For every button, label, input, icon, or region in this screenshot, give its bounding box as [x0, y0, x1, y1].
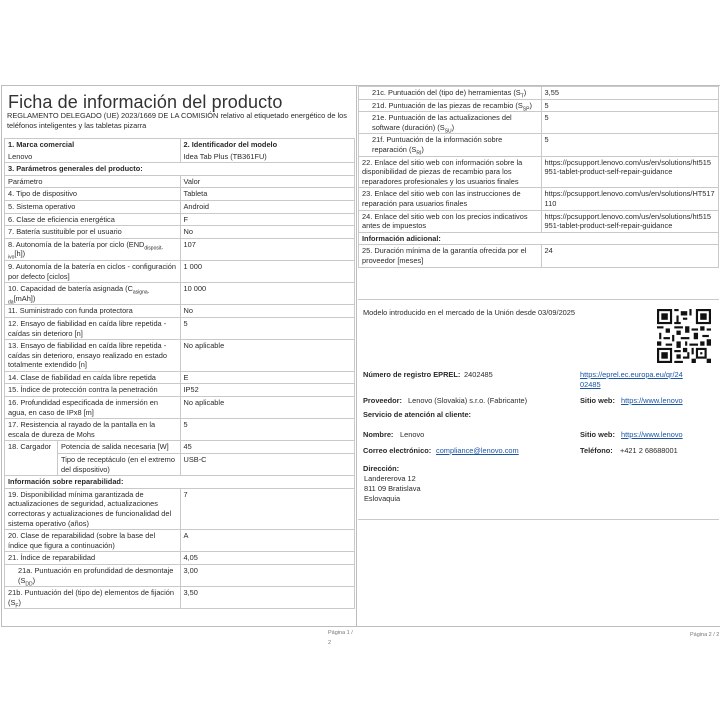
eprel-value: 2402485 [464, 370, 493, 379]
table-row [5, 139, 355, 151]
row-21b-label: 21b. Puntuación del (tipo de) elementos de fijación $(S_F)$ [5, 587, 181, 609]
row-21e-value: 5 [541, 112, 718, 134]
brand-label: 1. Marca comercial [5, 139, 181, 151]
row-15-value: IP52 [180, 384, 355, 397]
row-4-label: 4. Tipo de dispositivo [5, 188, 181, 201]
row-8-value: 107 [180, 238, 355, 260]
row-16-value: No aplicable [180, 397, 355, 419]
section-additional: Información adicional: [359, 232, 719, 245]
row-20-label: 20. Clase de reparabilidad (sobre la base del índice que figura a continuación) [5, 530, 181, 552]
row-12-label: 12. Ensayo de fiabilidad en caída libre repetida - caídas sin deterioro [n] [5, 317, 181, 339]
charger-label: 18. Cargador [5, 441, 58, 475]
row-21f-label: 21f. Puntuación de la información sobre reparación $(S_{RI})$ [359, 134, 542, 156]
brand-value: Lenovo [5, 151, 181, 163]
row-13-label: 13. Ensayo de fiabilidad en caída libre repetida - caídas sin deterioro, ensayo realizado en estado totalmente extendido [n] [5, 340, 181, 372]
row-13-value: No aplicable [180, 340, 355, 372]
section-general: 3. Parámetros generales del producto: [5, 163, 355, 176]
model-value: Idea Tab Plus (TB361FU) [180, 151, 355, 163]
name-value: Lenovo [400, 430, 425, 439]
market-date: Modelo introducido en el mercado de la Unión desde 03/09/2025 [363, 308, 576, 317]
page-title: Ficha de información del producto [8, 92, 283, 112]
eprel-label: Número de registro EPREL: [363, 370, 461, 379]
row-10-label: 10. Capacidad de batería asignada $(C_{asigna-da}[mAh])$ [5, 283, 181, 305]
row-16-label: 16. Profundidad especificada de inmersión en agua, en caso de IPx8 [m] [5, 397, 181, 419]
row-17-label: 17. Resistencia al rayado de la pantalla en la escala de dureza de Mohs [5, 419, 181, 441]
section-repairability: Información sobre reparabilidad: [5, 476, 355, 489]
row-24-label: 24. Enlace del sitio web con los precios indicativos antes de impuestos [359, 210, 542, 232]
row-21b-value: 3,50 [180, 587, 355, 609]
row-4-value: Tableta [180, 188, 355, 201]
website-link[interactable]: https://www.lenovo [621, 396, 683, 405]
param-header: Parámetro [5, 175, 181, 188]
row-15-label: 15. Índice de protección contra la penetración [5, 384, 181, 397]
row-18-values [180, 441, 355, 476]
row-25-label: 25. Duración mínima de la garantía ofrecida por el proveedor [meses] [359, 245, 542, 267]
row-5-label: 5. Sistema operativo [5, 200, 181, 213]
row-14-label: 14. Clase de fiabilidad en caída libre repetida [5, 371, 181, 384]
row-11-label: 11. Suministrado con funda protectora [5, 305, 181, 318]
row-21e-label: 21e. Puntuación de las actualizaciones del software (duración) $(S_{SU})$ [359, 112, 542, 134]
row-21a-value: 3,00 [180, 564, 355, 586]
row-21-label: 21. Índice de reparabilidad [5, 552, 181, 565]
row-8-label: 8. Autonomía de la batería por ciclo $(END_{disposit-ivo}[h])$ [5, 238, 181, 260]
regulation-intro: REGLAMENTO DELEGADO (UE) 2023/1669 DE LA COMISIÓN relativo al etiquetado energético de los teléfonos inteligentes y las tabletas pizarra [7, 111, 347, 130]
row-10-value: 10 000 [180, 283, 355, 305]
phone-label: Teléfono: [580, 446, 613, 455]
row-6-label: 6. Clase de eficiencia energética [5, 213, 181, 226]
customer-service-label: Servicio de atención al cliente: [363, 410, 472, 419]
row-12-value: 5 [180, 317, 355, 339]
row-21d-value: 5 [541, 99, 718, 112]
value-header: Valor [180, 175, 355, 188]
row-9-value: 1 000 [180, 260, 355, 282]
supplier-section [358, 299, 719, 520]
row-22-label: 22. Enlace del sitio web con información sobre la disponibilidad de piezas de recambio para los reparadores profesionales y los usuarios finales [359, 156, 542, 188]
row-21-value: 4,05 [180, 552, 355, 565]
row-19-value: 7 [180, 488, 355, 529]
row-24-link[interactable]: https://pcsupport.lenovo.com/us/en/solutions/ht515951-tablet-product-self-repair-guidance [541, 210, 718, 232]
website-label: Sitio web: [580, 396, 615, 405]
row-21a-label: 21a. Puntuación en profundidad de desmontaje $(S_{DD})$ [5, 564, 181, 586]
row-5-value: Android [180, 200, 355, 213]
model-label: 2. Identificador del modelo [180, 139, 355, 151]
row-21c-label: 21c. Puntuación del (tipo de) herramientas $(S_T)$ [359, 87, 542, 100]
row-22-link[interactable]: https://pcsupport.lenovo.com/us/en/solutions/ht515951-tablet-product-self-repair-guidance [541, 156, 718, 188]
row-17-value: 5 [180, 419, 355, 441]
email-label: Correo electrónico: [363, 446, 432, 455]
website-label-2: Sitio web: [580, 430, 615, 439]
row-21f-value: 5 [541, 134, 718, 156]
page-number: Página 2 / 2 [690, 632, 720, 638]
table-row [5, 151, 355, 163]
page-one [1, 85, 357, 646]
product-info-table-continued [358, 86, 719, 268]
qr-code-icon [657, 309, 711, 363]
row-11-value: No [180, 305, 355, 318]
row-19-label: 19. Disponibilidad mínima garantizada de actualizaciones de seguridad, actualizaciones correctoras y actualizaciones de funcionalidad del sistema operativo (años) [5, 488, 181, 529]
row-14-value: E [180, 371, 355, 384]
supplier-label: Proveedor: [363, 396, 403, 405]
row-21c-value: 3,55 [541, 87, 718, 100]
row-6-value: F [180, 213, 355, 226]
email-link[interactable]: compliance@lenovo.com [436, 446, 519, 455]
address-line-2: 811 09 Bratislava [364, 484, 421, 493]
product-info-table [4, 138, 355, 609]
website-link-2[interactable]: https://www.lenovo [621, 430, 683, 439]
page-two [356, 85, 720, 638]
row-9-label: 9. Autonomía de la batería en ciclos - configuración por defecto [ciclos] [5, 260, 181, 282]
charger-power-label: Potencia de salida necesaria [W] [58, 441, 180, 454]
address-line-1: Landererova 12 [364, 474, 416, 483]
row-20-value: A [180, 530, 355, 552]
row-23-link[interactable]: https://pcsupport.lenovo.com/us/en/solutions/HT517110 [541, 188, 718, 210]
page-number: Página 1 / 2 [328, 630, 353, 646]
row-18-charger [5, 441, 181, 476]
row-7-value: No [180, 226, 355, 239]
eprel-link[interactable]: https://eprel.ec.europa.eu/qr/24 02485 [580, 370, 683, 389]
row-23-label: 23. Enlace del sitio web con las instrucciones de reparación para usuarios finales [359, 188, 542, 210]
row-21d-label: 21d. Puntuación de las piezas de recambio $(S_{SP})$ [359, 99, 542, 112]
charger-port-value: USB-C [183, 455, 207, 465]
supplier-value: Lenovo (Slovakia) s.r.o. (Fabricante) [408, 396, 528, 405]
address-label: Dirección: [363, 464, 400, 473]
name-label: Nombre: [363, 430, 394, 439]
charger-power-value: 45 [181, 441, 355, 454]
row-7-label: 7. Batería sustituible por el usuario [5, 226, 181, 239]
row-25-value: 24 [541, 245, 718, 267]
phone-value: +421 2 68688001 [620, 446, 678, 455]
address-line-3: Eslovaquia [364, 494, 401, 503]
charger-port-label: Tipo de receptáculo (en el extremo del dispositivo) [61, 455, 175, 474]
